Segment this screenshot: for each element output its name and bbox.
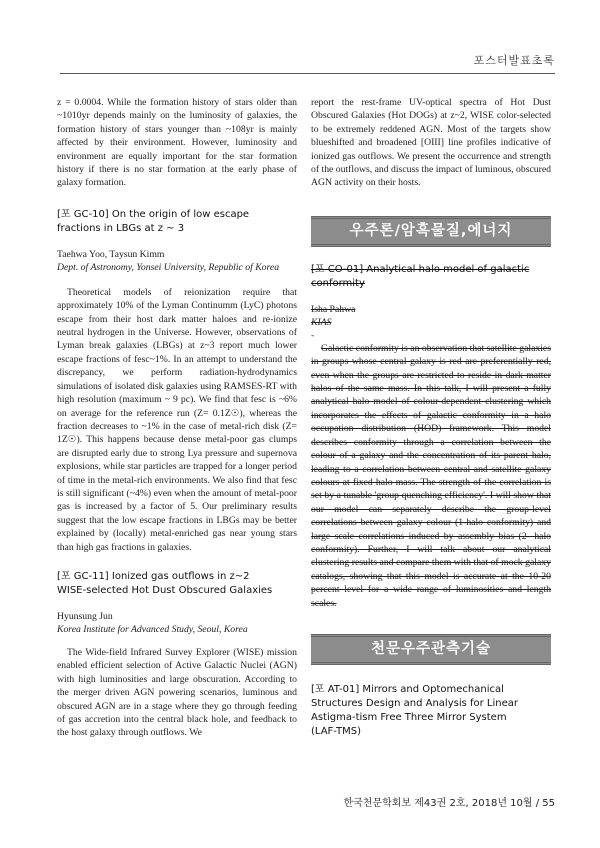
gc11-continuation: report the rest-frame UV-optical spectra of Hot Dust Obscured Galaxies (Hot DOGs) at z~2, WISE color-selected to be extremely reddened AGN. Most of the targets show blueshifted and broadened [OIII] line profiles indicative of ionized gas outflows. We present the occurrence and strength of the outflows, and discuss the impact of luminous, obscured AGN activity on their hosts. — [311, 97, 551, 189]
at01-section — [311, 683, 551, 739]
at01-title-line4: (LAF-TMS) — [311, 725, 361, 737]
gc11-abstract: The Wide-field Infrared Survey Explorer (WISE) mission enabled efficient selection of Active Galactic Nuclei (AGN) with high luminosities and large obscuration. According to the merger driven AGN powering scenarios, luminous and obscured AGN are in a stage where they go through feeding of gas accretion into the central black hole, and feedback to the host galaxy through outflows. We — [57, 646, 297, 739]
co01-abstract: Galactic conformity is an observation that satellite galaxies in groups whose central galaxy is red are preferentially red, even when the groups are restricted to reside in dark matter halos of the same mass. In this talk, I will present a fully analytical halo model of colour-dependent clustering which incorporates the effects of galactic conformity in a halo occupation distribution (HOD) framework. This model describes conformity through a correlation between the colour of a galaxy and the concentration of its parent halo, leading to a correlation between central and satellite galaxy colours at fixed halo mass. The strength of the correlation is set by a tunable 'group quenching efficiency'. I will show that our model can separately describe the group-level correlations between galaxy colour (1-halo conformity) and large scale correlations induced by assembly bias (2- halo conformity). Further, I will talk about our analytical clustering results and compare them with that of mock galaxy catalogs, showing that this model is accurate at the 10-20 percent level for a wide range of luminosities and length scales. — [311, 342, 551, 609]
gc11-affiliation: Korea Institute for Advanced Study, Seoul, Korea — [57, 623, 248, 635]
co01-section — [311, 263, 551, 610]
gc11-title-line1: [포 GC-11] Ionized gas outflows in z~2 — [57, 570, 250, 582]
co01-dash: - — [311, 329, 315, 341]
gc11-section — [57, 570, 297, 740]
header-rule — [60, 73, 555, 74]
gc10-title-line2: fractions in LBGs at z ~ 3 — [57, 222, 185, 234]
co01-authors: Isha Pahwa — [311, 303, 356, 315]
at01-title-line1: [포 AT-01] Mirrors and Optomechanical — [311, 683, 504, 695]
intro-paragraph: z = 0.0004. While the formation history of stars older than ~1010yr depends mainly on the luminosity of galaxies, the formation history of stars younger than ~108yr is mainly affected by their environment. However, luminosity and environment are equally important for the star formation history if there is no star formation at the early phase of galaxy formation. — [57, 97, 297, 189]
page-footer: 한국천문학회보 제43권 2호, 2018년 10월 / 55 — [343, 798, 555, 809]
section-banner-cosmology: 우주론/암흑물질,에너지 — [311, 216, 551, 247]
gc10-authors: Taehwa Yoo, Taysun Kimm — [57, 248, 165, 260]
gc10-affiliation: Dept. of Astronomy, Yonsei University, Republic of Korea — [57, 261, 280, 273]
gc10-abstract: Theoretical models of reionization require that approximately 10% of the Lyman Continumm (LyC) photons escape from their host dark matter haloes and re-ionize neutral hydrogen in the Universe. However, observations of Lyman break galaxies (LBGs) at z~3 report much lower escape fractions of fesc~1%. In an attempt to understand the discrepancy, we perform radiation-hydrodynamics simulations of isolated disk galaxies using RAMSES-RT with high resolution (maximum ~ 9 pc). We find that fesc is ~6% on average for the reference run (Z= 0.1Z☉), whereas the fraction decreases to ~1% in the case of metal-rich disk (Z= 1Z☉). This happens because dense metal-poor gas clumps are disrupted early due to strong Lya pressure and supernova explosions, while star particles are trapped for a longer period of time in the metal-rich environments. We also find that fesc is still significant (~4%) even when the amount of metal-poor gas is increased by a factor of 5. Our preliminary results suggest that the low escape fractions in LBGs may be better explained by (locally) metal-enriched gas near young stars than high gas fractions in galaxies. — [57, 286, 297, 553]
co01-affiliation: KIAS — [311, 316, 332, 328]
right-column — [311, 96, 551, 739]
page-header-title: 포스터발표초록 — [473, 54, 555, 67]
section-banner-instrumentation: 천문우주관측기술 — [311, 634, 551, 665]
co01-title-line2: conformity — [311, 277, 365, 289]
gc10-section — [57, 208, 297, 554]
left-column — [57, 96, 297, 740]
co01-title-line1: [포 CO-01] Analytical halo model of galactic — [311, 263, 530, 275]
gc11-title-line2: WISE-selected Hot Dust Obscured Galaxies — [57, 584, 273, 596]
gc10-title-line1: [포 GC-10] On the origin of low escape — [57, 208, 250, 220]
at01-title-line2: Structures Design and Analysis for Linear — [311, 697, 518, 709]
at01-title-line3: Astigma-tism Free Three Mirror System — [311, 711, 507, 723]
gc11-authors: Hyunsung Jun — [57, 610, 113, 622]
